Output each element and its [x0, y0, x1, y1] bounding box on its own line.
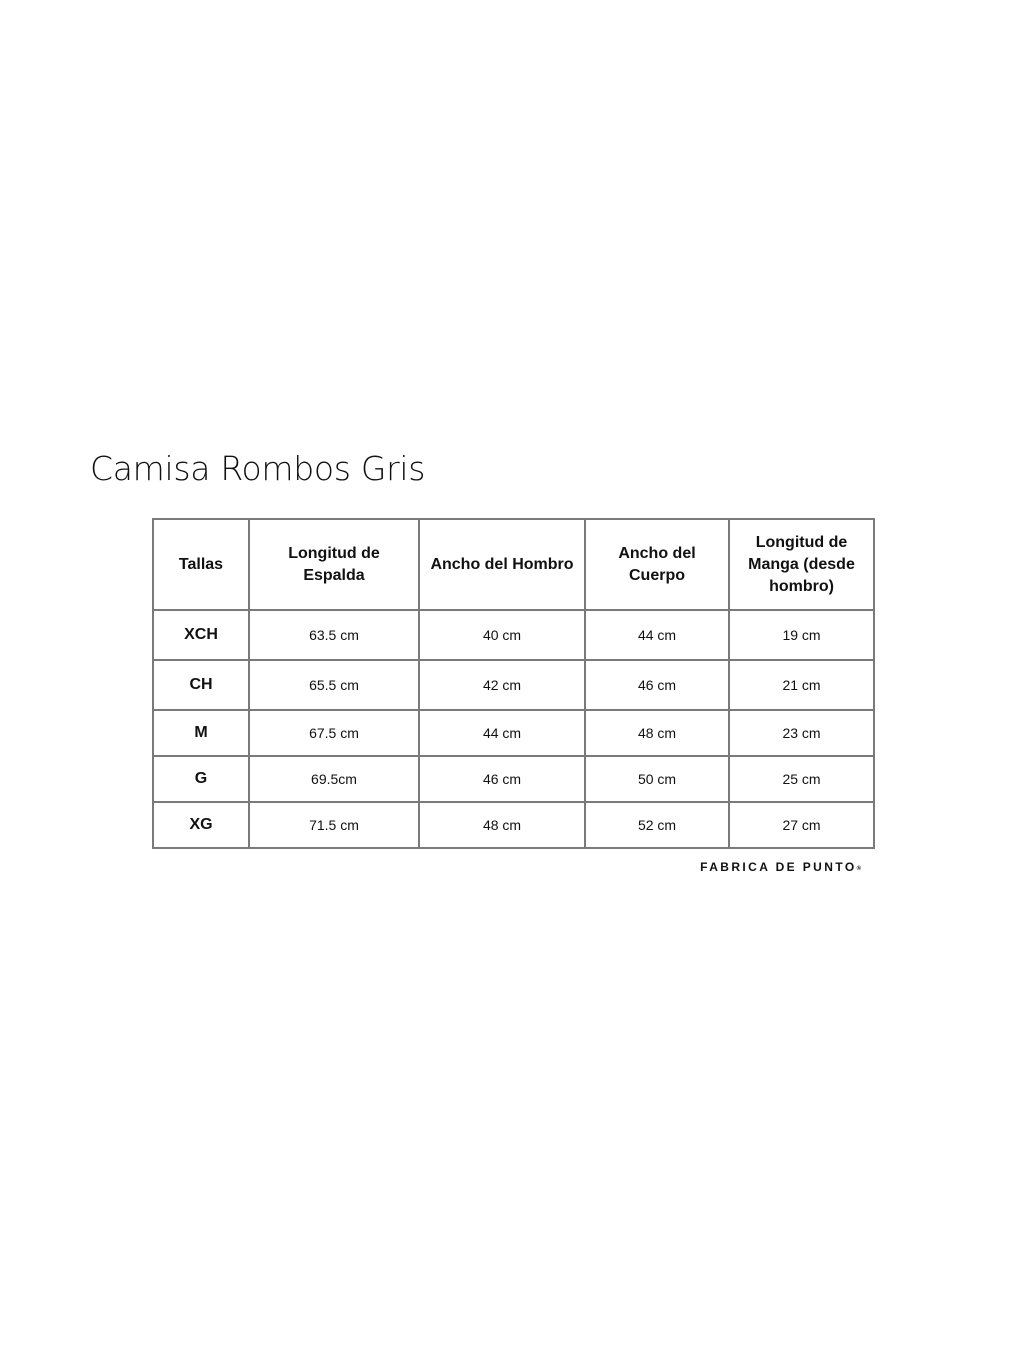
table-cell: 50 cm — [585, 756, 729, 802]
table-cell: 44 cm — [419, 710, 585, 756]
table-row — [153, 610, 874, 660]
table-cell: 44 cm — [585, 610, 729, 660]
header-tallas: Tallas — [153, 519, 249, 610]
table-cell: 27 cm — [729, 802, 874, 848]
table-header-row — [153, 519, 874, 610]
brand-name: FABRICA DE PUNTO — [700, 860, 857, 874]
size-cell: CH — [153, 660, 249, 710]
table-row — [153, 802, 874, 848]
size-cell: G — [153, 756, 249, 802]
header-ancho-cuerpo: Ancho del Cuerpo — [585, 519, 729, 610]
table-cell: 21 cm — [729, 660, 874, 710]
size-chart-table — [152, 518, 875, 849]
table-cell: 46 cm — [585, 660, 729, 710]
table-cell: 46 cm — [419, 756, 585, 802]
header-longitud-manga: Longitud de Manga (desde hombro) — [729, 519, 874, 610]
table-cell: 42 cm — [419, 660, 585, 710]
size-cell: M — [153, 710, 249, 756]
table-row — [153, 756, 874, 802]
brand-logo — [700, 860, 861, 874]
table-row — [153, 660, 874, 710]
table-row — [153, 710, 874, 756]
page-title: Camisa Rombos Gris — [90, 449, 426, 488]
table-cell: 67.5 cm — [249, 710, 419, 756]
table-cell: 25 cm — [729, 756, 874, 802]
header-longitud-espalda: Longitud de Espalda — [249, 519, 419, 610]
header-ancho-hombro: Ancho del Hombro — [419, 519, 585, 610]
table-cell: 40 cm — [419, 610, 585, 660]
size-cell: XCH — [153, 610, 249, 660]
table-cell: 48 cm — [419, 802, 585, 848]
table-cell: 48 cm — [585, 710, 729, 756]
table-cell: 63.5 cm — [249, 610, 419, 660]
table-cell: 52 cm — [585, 802, 729, 848]
table-cell: 69.5cm — [249, 756, 419, 802]
table-cell: 19 cm — [729, 610, 874, 660]
table-cell: 65.5 cm — [249, 660, 419, 710]
registered-mark: ® — [856, 866, 861, 872]
table-cell: 23 cm — [729, 710, 874, 756]
table-cell: 71.5 cm — [249, 802, 419, 848]
size-cell: XG — [153, 802, 249, 848]
